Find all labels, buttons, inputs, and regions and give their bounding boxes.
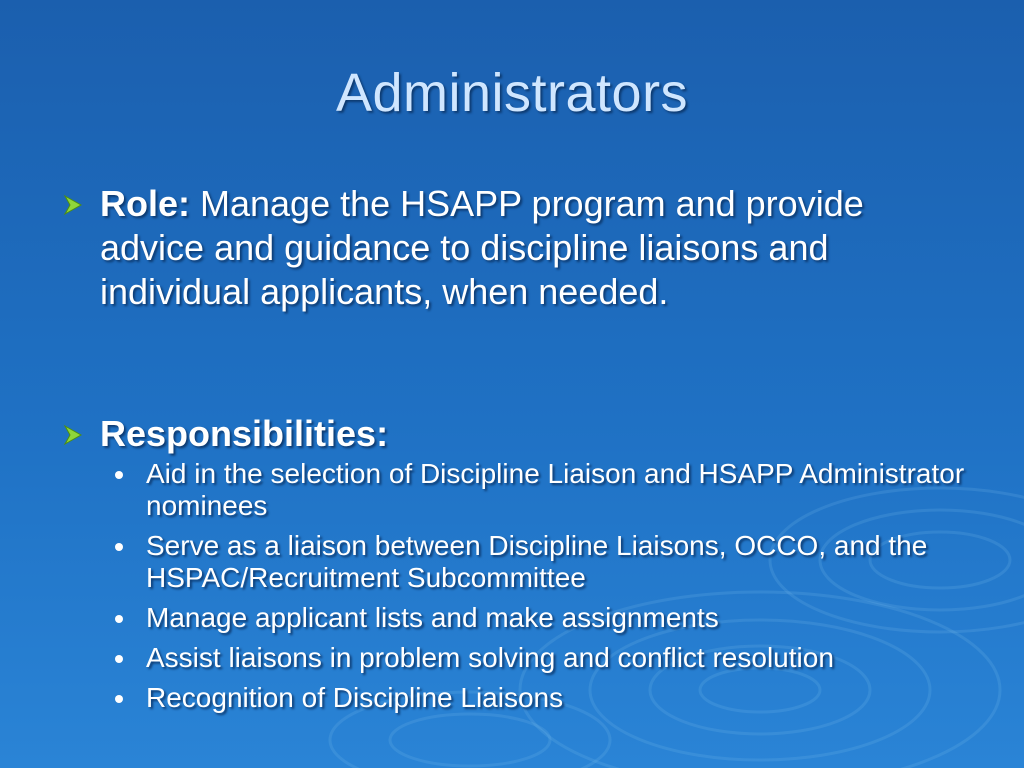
role-text: Manage the HSAPP program and provide advice and guidance to discipline liaisons and individual applicants, when needed. bbox=[100, 183, 864, 312]
dot-bullet-icon bbox=[115, 695, 123, 703]
responsibilities-list bbox=[110, 458, 1000, 722]
list-item: Aid in the selection of Discipline Liaison and HSAPP Administrator nominees bbox=[110, 458, 1000, 522]
list-item: Serve as a liaison between Discipline Liaisons, OCCO, and the HSPAC/Recruitment Subcommittee bbox=[110, 530, 1000, 594]
bullet-role bbox=[62, 182, 962, 314]
list-item: Manage applicant lists and make assignments bbox=[110, 602, 1000, 634]
dot-bullet-icon bbox=[115, 655, 123, 663]
list-item: Assist liaisons in problem solving and conflict resolution bbox=[110, 642, 1000, 674]
bullet-responsibilities bbox=[62, 412, 962, 456]
arrow-bullet-icon bbox=[62, 194, 84, 216]
list-item: Recognition of Discipline Liaisons bbox=[110, 682, 1000, 714]
role-label: Role: bbox=[100, 183, 190, 224]
dot-bullet-icon bbox=[115, 543, 123, 551]
arrow-bullet-icon bbox=[62, 424, 84, 446]
responsibilities-label: Responsibilities: bbox=[100, 413, 389, 454]
dot-bullet-icon bbox=[115, 615, 123, 623]
dot-bullet-icon bbox=[115, 471, 123, 479]
slide-title: Administrators bbox=[335, 63, 689, 123]
